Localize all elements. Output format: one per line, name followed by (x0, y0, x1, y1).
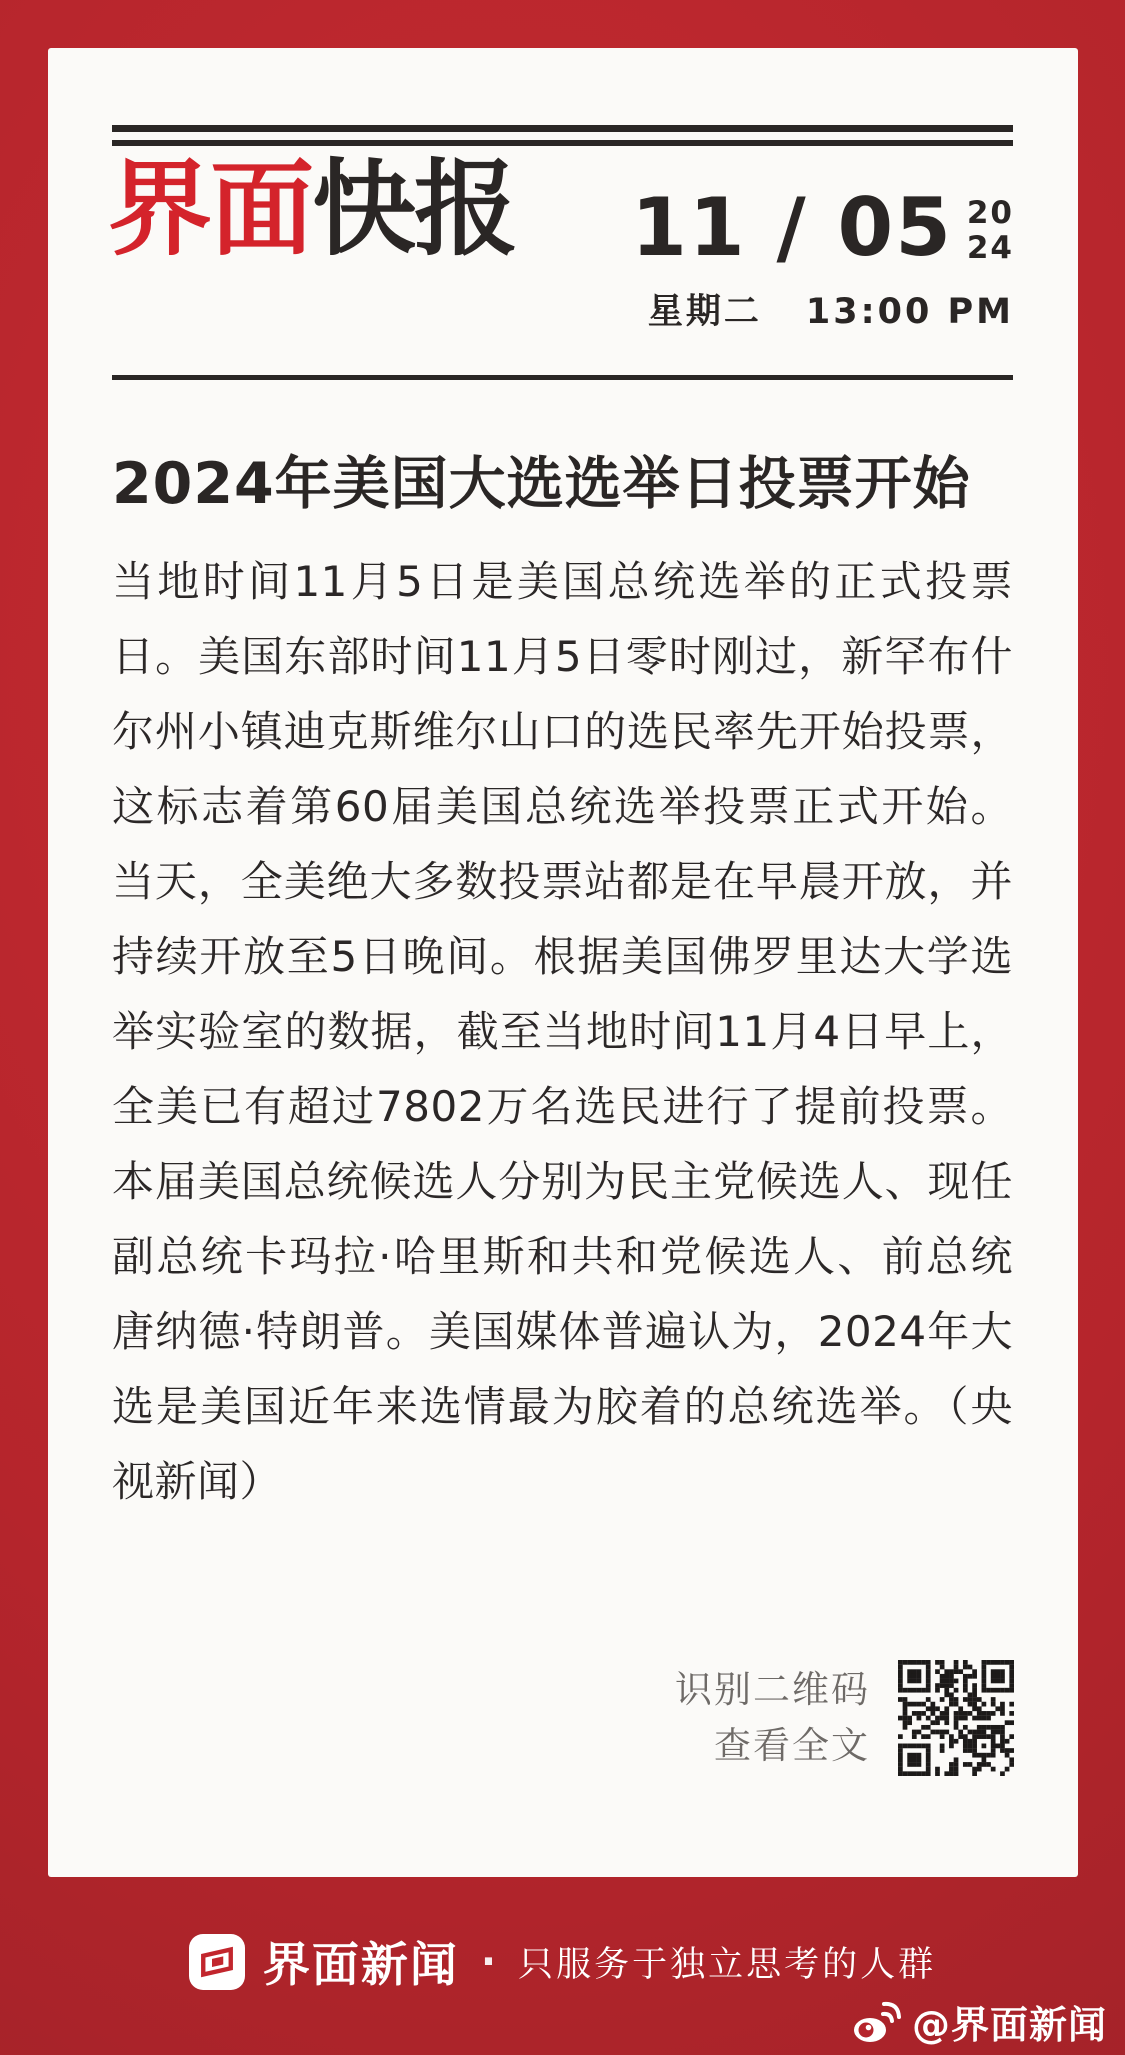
masthead-brand-black: 快报 (312, 148, 517, 270)
footer-separator: · (480, 1938, 497, 1985)
article-title: 2024年美国大选选举日投票开始 (112, 451, 971, 517)
time-label: 13:00 PM (805, 292, 1014, 332)
header-divider (112, 375, 1013, 380)
article-body: 当地时间11月5日是美国总统选举的正式投票日。美国东部时间11月5日零时刚过，新罕布什尔州小镇迪克斯维尔山口的选民率先开始投票，这标志着第60届美国总统选举投票正式开始。当天，全美绝大多数投票站都是在早晨开放，并持续开放至5日晚间。根据美国佛罗里达大学选举实验室的数据，截至当地时间11月4日早上，全美已有超过7802万名选民进行了提前投票。本届美国总统候选人分别为民主党候选人、现任副总统卡玛拉·哈里斯和共和党候选人、前总统唐纳德·特朗普。美国媒体普遍认为，2024年大选是美国近年来选情最为胶着的总统选举。（央视新闻） (112, 557, 1013, 1506)
footer-brand-bar (0, 1928, 1125, 1995)
date-year-top: 20 (966, 195, 1014, 231)
jiemian-logo-icon (189, 1934, 245, 1990)
date-day-month: 11 / 05 (631, 181, 953, 274)
weekday-label: 星期二 (647, 292, 762, 332)
footer-brand-name: 界面新闻 (262, 1938, 459, 1993)
masthead (108, 144, 516, 274)
date-year (967, 196, 1014, 268)
weibo-watermark (850, 1994, 1107, 2049)
weibo-icon (850, 1999, 904, 2045)
qr-caption-line1: 识别二维码 (675, 1668, 870, 1711)
footer-slogan: 只服务于独立思考的人群 (518, 1944, 937, 1985)
date-sub-row (648, 284, 1014, 334)
date-block (631, 181, 1014, 334)
qr-code (898, 1660, 1014, 1776)
qr-caption-line2: 查看全文 (714, 1724, 870, 1767)
date-main-row (631, 181, 1014, 274)
qr-caption (675, 1662, 870, 1774)
qr-section (675, 1660, 1014, 1776)
masthead-brand-red: 界面 (108, 148, 313, 270)
top-double-rule-upper (112, 125, 1013, 132)
weibo-handle: @界面新闻 (911, 2003, 1107, 2047)
news-card (48, 48, 1078, 1877)
date-year-bottom: 24 (966, 230, 1014, 266)
